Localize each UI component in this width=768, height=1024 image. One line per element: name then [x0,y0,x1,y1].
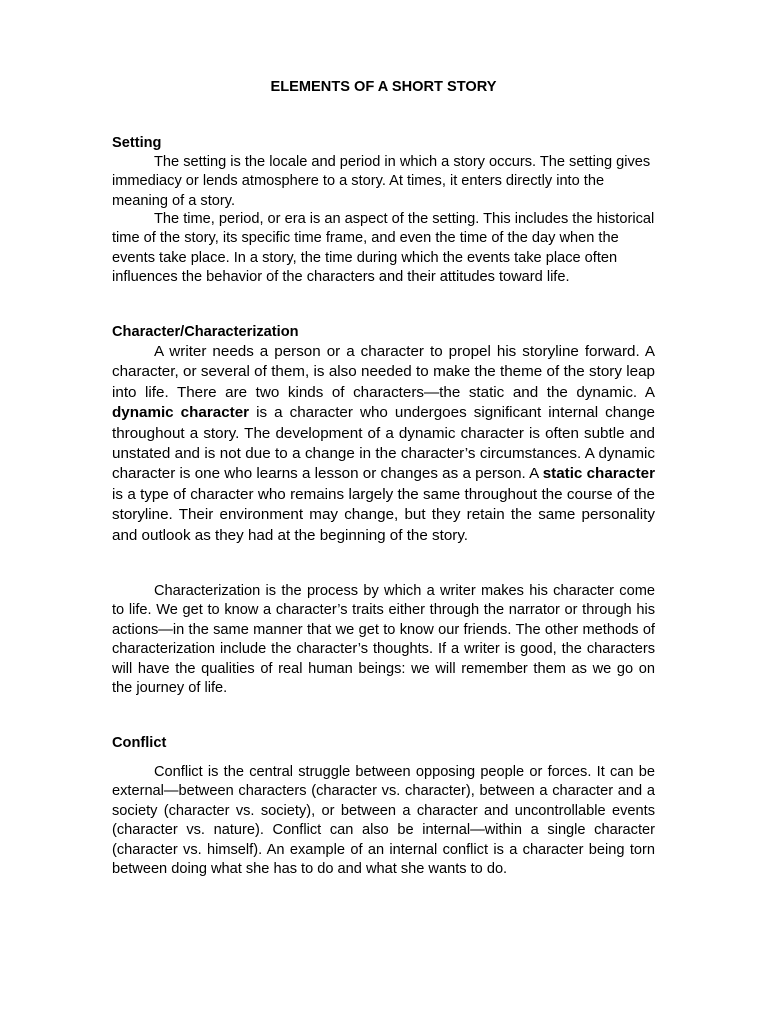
section-heading-conflict: Conflict [112,735,167,751]
setting-paragraph-1: The setting is the locale and period in which a story occurs. The setting gives immediacy or lends atmosphere to a story. At times, it enters directly into the meaning of a story. [112,154,651,209]
setting-paragraph-2: The time, period, or era is an aspect of the setting. This includes the historical time of the story, its specific time frame, and even the time of the day when the events take place. In a story, the time during which the events take place often influences the behavior of the characters and their attitudes toward life. [112,211,655,286]
character-paragraph-1 [112,342,655,546]
document-title: ELEMENTS OF A SHORT STORY [270,79,497,95]
section-heading-character: Character/Characterization [112,324,299,340]
section-heading-setting: Setting [112,135,162,151]
character-paragraph-1-text-c: is a type of character who remains largely the same throughout the course of the storyline. Their environment may change, but they retain the same personality and outlook as they had at the beginning of the story. [112,485,655,544]
character-paragraph-1-text-a: A writer needs a person or a character to propel his storyline forward. A character, or several of them, is also needed to make the theme of the story leap into life. There are two kinds of characters—the static and the dynamic. A [112,343,655,401]
character-paragraph-2: Characterization is the process by which a writer makes his character come to life. We get to know a character’s traits either through the narrator or through his actions—in the same manner that we get to know our friends. The other methods of characterization include the character’s thoughts. If a writer is good, the characters will have the qualities of real human beings: we will remember them as we go on the journey of life. [112,583,655,697]
term-static-character: static character [542,465,655,483]
term-dynamic-character: dynamic character [112,404,250,422]
conflict-paragraph-1: Conflict is the central struggle between opposing people or forces. It can be external—between characters (character vs. character), between a character and a society (character vs. society), or between a character and uncontrollable events (character vs. nature). Conflict can also be internal—within a single character (character vs. himself). An example of an internal conflict is a character being torn between doing what she has to do and what she wants to do. [112,764,655,878]
character-paragraph-1-text-b: is a character who undergoes significant internal change throughout a story. The development of a dynamic character is often subtle and unstated and is not due to a change in the character’s circumstances. A dynamic character is one who learns a lesson or changes as a person. A [112,404,655,483]
